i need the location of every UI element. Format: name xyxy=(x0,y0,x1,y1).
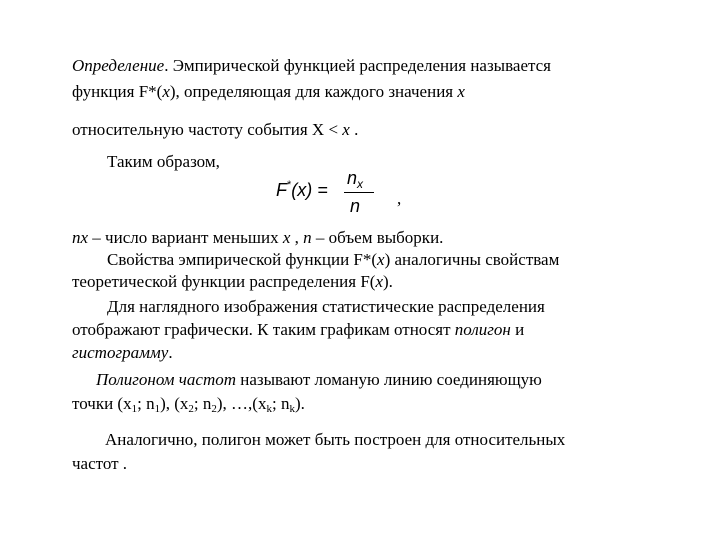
text-fragment: называют ломаную линию соединяющую xyxy=(236,370,542,389)
var-n: n xyxy=(303,228,312,247)
text-fragment: – объем выборки. xyxy=(311,228,444,247)
definition-text: . Эмпирической функцией распределения называется xyxy=(164,56,551,75)
subscript: 1 xyxy=(154,403,161,415)
var-x: x xyxy=(457,82,465,101)
text-fragment: ), определяющая для каждого значения xyxy=(169,82,458,101)
text-fragment: ). xyxy=(383,272,393,291)
text-fragment: отображают графически. К таким графикам относят xyxy=(72,320,455,339)
text-fragment: частот . xyxy=(72,454,128,473)
numerator-sub: x xyxy=(357,177,364,191)
text-fragment: ; n xyxy=(271,394,290,413)
var-x: x xyxy=(162,82,170,101)
graphics-line-3 xyxy=(72,343,173,363)
text-fragment: Свойства эмпирической функции F*( xyxy=(107,250,378,269)
empirical-cdf-formula xyxy=(268,170,418,220)
var-x: x xyxy=(282,228,291,247)
intro-line xyxy=(107,152,220,172)
var-x: x xyxy=(342,120,350,139)
text-fragment: ), …,(x xyxy=(216,394,267,413)
graphics-line-1 xyxy=(107,297,545,317)
subscript: 1 xyxy=(131,403,138,415)
properties-line-2 xyxy=(72,272,393,292)
formula-comma: , xyxy=(397,189,402,208)
formula-star: * xyxy=(287,179,292,191)
text-fragment: Для наглядного изображения статистические распределения xyxy=(107,297,545,316)
text-fragment: относительную частоту события X < xyxy=(72,120,343,139)
relative-line-2 xyxy=(72,454,127,474)
formula-F: F xyxy=(276,180,287,200)
polygon-line-1 xyxy=(96,370,542,390)
text-fragment: точки (x xyxy=(72,394,132,413)
text-fragment: ), (x xyxy=(160,394,189,413)
text-fragment: теоретической функции распределения F( xyxy=(72,272,376,291)
intro-text: Таким образом, xyxy=(107,152,220,171)
definition-line-1 xyxy=(72,56,551,76)
term-frequency-polygon: Полигоном частот xyxy=(96,370,236,389)
text-fragment: . xyxy=(349,120,359,139)
text-fragment: . xyxy=(168,343,173,362)
relative-line-1 xyxy=(105,430,565,450)
text-fragment: ). xyxy=(294,394,305,413)
var-x: x xyxy=(375,272,384,291)
text-fragment: функция F*( xyxy=(72,82,163,101)
definition-line-2 xyxy=(72,82,465,102)
subscript: k xyxy=(266,403,272,415)
term-polygon: полигон xyxy=(454,320,511,339)
subscript: 2 xyxy=(211,403,217,415)
text-fragment: ; n xyxy=(137,394,155,413)
text-fragment: и xyxy=(510,320,525,339)
nx-line xyxy=(72,228,443,248)
var-x: x xyxy=(377,250,385,269)
properties-line-1 xyxy=(107,250,559,270)
var-nx: nx xyxy=(72,228,89,247)
subscript: 2 xyxy=(188,403,194,415)
text-fragment: ; n xyxy=(193,394,212,413)
text-fragment: Аналогично, полигон может быть построен для относительных xyxy=(105,430,566,449)
definition-term: Определение xyxy=(72,56,165,75)
numerator-n: n xyxy=(347,168,358,188)
formula-lhs xyxy=(276,180,328,201)
polygon-line-2 xyxy=(72,394,305,414)
text-fragment: ) аналогичны свойствам xyxy=(384,250,560,269)
term-histogram: гистограмму xyxy=(72,343,169,362)
fraction-bar xyxy=(344,192,374,193)
formula-numerator xyxy=(347,168,363,189)
formula-arg: (x) = xyxy=(291,180,328,200)
text-fragment: – число вариант меньших xyxy=(88,228,283,247)
formula-denominator: n xyxy=(350,196,361,216)
subscript: k xyxy=(289,403,295,415)
text-fragment: , xyxy=(290,228,304,247)
graphics-line-2 xyxy=(72,320,524,340)
definition-line-3 xyxy=(72,120,358,140)
